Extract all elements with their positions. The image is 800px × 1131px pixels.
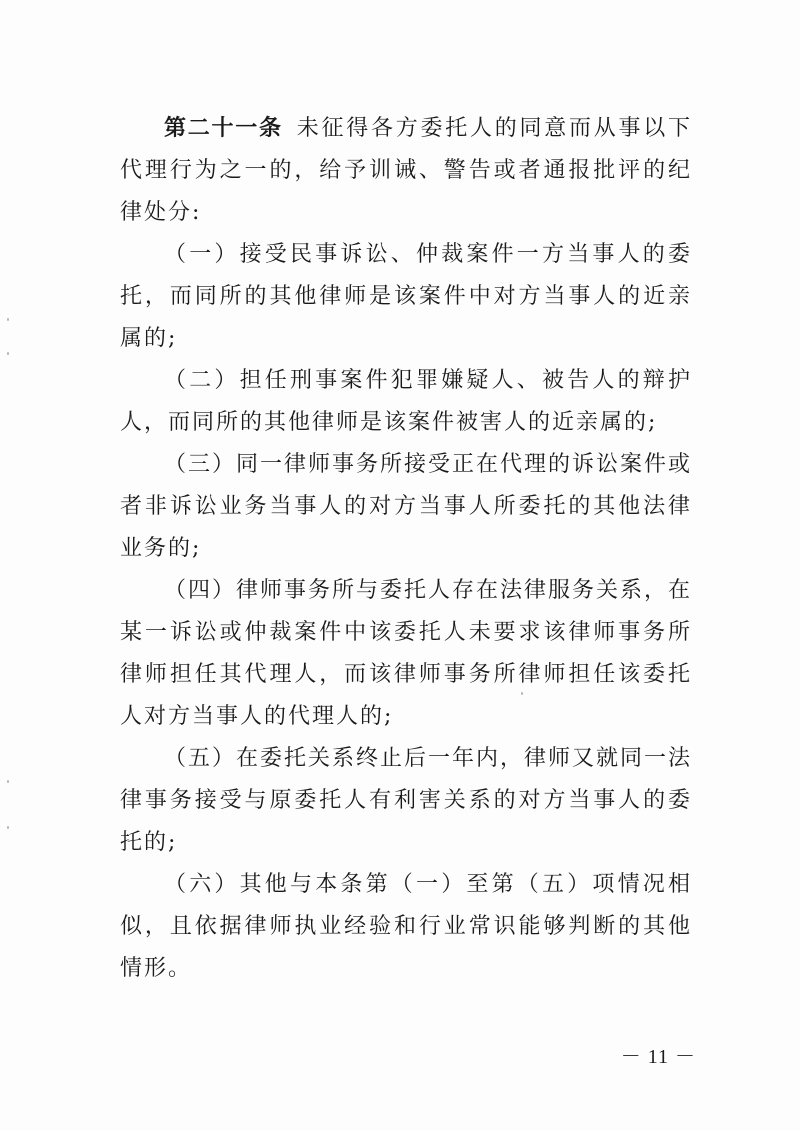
scan-speck [7,318,9,321]
article-intro: 未征得各方委托人的同意而从事以下代理行为之一的，给予训诫、警告或者通报批评的纪律处分: [120,116,692,225]
page-number: － 11 － [620,1046,696,1068]
scan-speck [7,826,9,829]
scan-speck [7,352,9,355]
scan-speck [7,780,9,783]
item-paragraph: （二）担任刑事案件犯罪嫌疑人、被告人的辩护人，而同所的其他律师是该案件被害人的近亲属的; [120,368,692,435]
article-number: 第二十一条 [164,116,283,141]
item-paragraph: （三）同一律师事务所接受正在代理的诉讼案件或者非诉讼业务当事人的对方当事人所委托的其他法律业务的; [120,452,693,561]
item-paragraph: （四）律师事务所与委托人存在法律服务关系，在某一诉讼或仲裁案件中该委托人未要求该律师事务所律师担任其代理人，而该律师事务所律师担任该委托人对方当事人的代理人的; [120,578,693,729]
item-paragraph: （一）接受民事诉讼、仲裁案件一方当事人的委托，而同所的其他律师是该案件中对方当事人的近亲属的; [120,242,692,351]
item-paragraph: （六）其他与本条第（一）至第（五）项情况相似，且依据律师执业经验和行业常识能够判断的其他情形。 [120,872,692,981]
article-paragraph [120,108,692,234]
item-paragraph: （五）在委托关系终止后一年内，律师又就同一法律事务接受与原委托人有利害关系的对方当事人的委托的; [120,746,693,855]
document-body [120,108,692,990]
